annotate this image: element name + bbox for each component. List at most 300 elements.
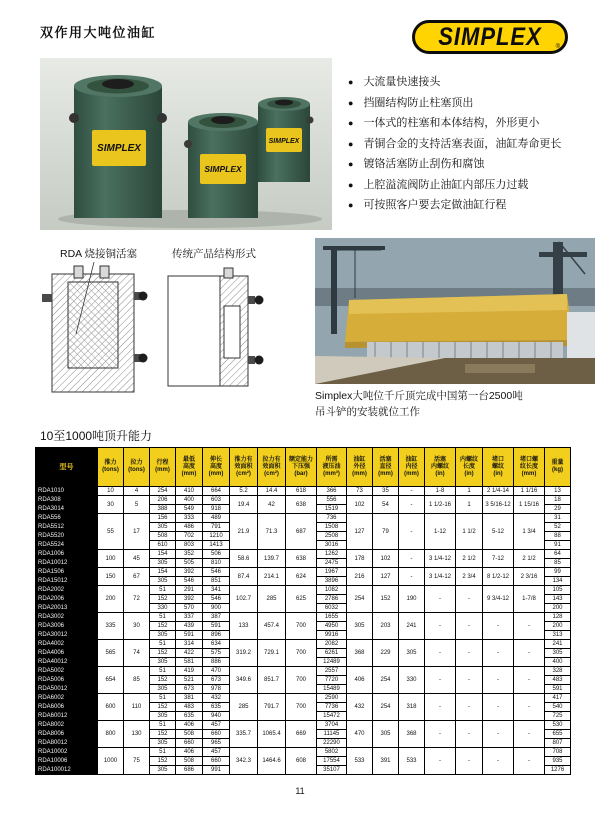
spec-cell: 254 — [347, 586, 373, 613]
spec-cell: 99 — [545, 568, 571, 577]
diagram-label-rda: RDA 烧接铜活塞 — [60, 248, 138, 260]
spec-cell: 581 — [176, 658, 203, 667]
spec-cell: 2475 — [317, 559, 347, 568]
spec-cell: 410 — [176, 487, 203, 496]
spec-cell: 1210 — [203, 532, 230, 541]
spec-cell: 305 — [399, 640, 425, 667]
spec-cell: 51 — [150, 613, 176, 622]
column-header: 拉力有 效面积 (cm²) — [258, 448, 286, 487]
spec-cell: 143 — [545, 595, 571, 604]
spec-cell: 457 — [203, 748, 230, 757]
spec-cell: 570 — [176, 604, 203, 613]
spec-cell: 342.3 — [230, 748, 258, 775]
spec-cell: 391 — [373, 748, 399, 775]
model-cell: RDA10012 — [36, 559, 98, 568]
spec-cell: 305 — [150, 631, 176, 640]
spec-cell: 392 — [176, 595, 203, 604]
spec-cell: 75 — [124, 748, 150, 775]
spec-cell: 1519 — [317, 505, 347, 514]
model-cell: RDA308 — [36, 496, 98, 505]
spec-cell: - — [399, 496, 425, 514]
spec-cell: 7720 — [317, 676, 347, 685]
spec-cell: 687 — [286, 514, 317, 550]
spec-cell: 2786 — [317, 595, 347, 604]
spec-cell: 31 — [545, 514, 571, 523]
spec-cell: 42 — [258, 496, 286, 514]
bullet-icon: ● — [348, 200, 354, 210]
spec-cell: 419 — [176, 667, 203, 676]
spec-cell: 406 — [347, 667, 373, 694]
spec-cell: 6261 — [317, 649, 347, 658]
spec-cell: 660 — [203, 730, 230, 739]
spec-cell: - — [456, 640, 483, 667]
spec-cell: 489 — [203, 514, 230, 523]
table-row — [36, 550, 571, 559]
table-row — [36, 694, 571, 703]
spec-cell: 406 — [176, 748, 203, 757]
spec-cell: 313 — [545, 631, 571, 640]
column-header: 堵口 螺纹 (in) — [483, 448, 514, 487]
feature-item — [348, 158, 600, 170]
spec-cell: 200 — [545, 604, 571, 613]
spec-cell: 8 1/2-12 — [483, 568, 514, 586]
spec-cell: 439 — [176, 622, 203, 631]
spec-cell: 110 — [124, 694, 150, 721]
spec-cell: 305 — [150, 658, 176, 667]
spec-cell: 30 — [98, 496, 124, 514]
spec-cell: - — [425, 694, 456, 721]
spec-cell: 152 — [150, 730, 176, 739]
table-row — [36, 721, 571, 730]
bullet-icon: ● — [348, 97, 354, 108]
spec-cell: 3704 — [317, 721, 347, 730]
feature-text: 一体式的柱塞和本体结构，外形更小 — [363, 117, 540, 129]
spec-cell: 591 — [203, 622, 230, 631]
spec-cell: 318 — [399, 694, 425, 721]
spec-cell: 1464.6 — [258, 748, 286, 775]
spec-cell: 35 — [373, 487, 399, 496]
spec-cell: 45 — [124, 550, 150, 568]
spec-cell: - — [425, 640, 456, 667]
spec-cell: 940 — [203, 712, 230, 721]
section-title: 10至1000吨顶升能力 — [40, 429, 153, 443]
column-header: 伸长 高度 (mm) — [203, 448, 230, 487]
spec-cell: 152 — [150, 622, 176, 631]
table-row — [36, 586, 571, 595]
spec-cell: 625 — [286, 586, 317, 613]
spec-cell: 508 — [176, 757, 203, 766]
spec-cell: 229 — [373, 640, 399, 667]
spec-cell: 533 — [347, 748, 373, 775]
column-header: 额定能力 下压强 (bar) — [286, 448, 317, 487]
spec-cell: 565 — [98, 640, 124, 667]
spec-cell: 700 — [286, 613, 317, 640]
spec-cell: - — [425, 613, 456, 640]
table-row — [36, 496, 571, 505]
spec-cell: 79 — [373, 514, 399, 550]
spec-cell: 2 1/2 — [456, 550, 483, 568]
large-cylinder — [69, 75, 167, 218]
header-row — [36, 448, 571, 487]
spec-cell: 254 — [373, 667, 399, 694]
spec-cell: 965 — [203, 739, 230, 748]
cross-section-diagram-traditional — [162, 262, 276, 407]
spec-cell: 505 — [176, 559, 203, 568]
model-cell: RDA10002 — [36, 748, 98, 757]
spec-cell: 540 — [545, 703, 571, 712]
spec-cell: 305 — [150, 685, 176, 694]
spec-cell: 3 1/4-12 — [425, 568, 456, 586]
spec-cell: 154 — [150, 568, 176, 577]
spec-cell: 918 — [203, 505, 230, 514]
spec-cell: 660 — [203, 757, 230, 766]
spec-cell: 10 — [98, 487, 124, 496]
spec-cell: 67 — [124, 568, 150, 586]
spec-cell: 3016 — [317, 541, 347, 550]
spec-cell: 128 — [545, 613, 571, 622]
spec-cell: 700 — [286, 667, 317, 694]
registered-mark-icon: ® — [555, 44, 560, 50]
spec-cell: 3 1/4-12 — [425, 550, 456, 568]
spec-cell: 5.2 — [230, 487, 258, 496]
model-cell: RDA3002 — [36, 613, 98, 622]
spec-cell: 388 — [150, 505, 176, 514]
spec-cell: - — [514, 721, 545, 748]
model-cell: RDA100012 — [36, 766, 98, 775]
spec-cell: 2590 — [317, 694, 347, 703]
spec-cell: 1413 — [203, 541, 230, 550]
spec-cell: 51 — [150, 694, 176, 703]
spec-cell: 638 — [286, 496, 317, 514]
spec-cell: - — [456, 694, 483, 721]
spec-cell: 19.4 — [230, 496, 258, 514]
spec-cell: 214.1 — [258, 568, 286, 586]
spec-cell: 152 — [373, 586, 399, 613]
model-cell: RDA50012 — [36, 685, 98, 694]
spec-cell: 291 — [176, 586, 203, 595]
spec-cell: 1 3/4 — [514, 514, 545, 550]
spec-cell: 1 1/2-16 — [425, 496, 456, 514]
column-header: 推力有 效面积 (cm²) — [230, 448, 258, 487]
spec-cell: 591 — [545, 685, 571, 694]
feature-text: 可按照客户要去定做油缸行程 — [363, 199, 507, 211]
spec-cell: 17554 — [317, 757, 347, 766]
spec-cell: 1065.4 — [258, 721, 286, 748]
spec-cell: 200 — [98, 586, 124, 613]
spec-cell: 634 — [203, 640, 230, 649]
spec-cell: 29 — [545, 505, 571, 514]
spec-cell: 13 — [545, 487, 571, 496]
spec-cell: 603 — [203, 496, 230, 505]
spec-cell: 203 — [373, 613, 399, 640]
spec-cell: 133 — [230, 613, 258, 640]
spec-cell: 381 — [176, 694, 203, 703]
spec-cell: 51 — [150, 748, 176, 757]
spec-cell: 530 — [545, 721, 571, 730]
spec-cell: 14.4 — [258, 487, 286, 496]
spec-cell: 1655 — [317, 613, 347, 622]
model-cell: RDA1506 — [36, 568, 98, 577]
spec-cell: - — [456, 748, 483, 775]
spec-cell: 2 3/4 — [456, 568, 483, 586]
column-header: 油缸 外径 (mm) — [347, 448, 373, 487]
spec-cell: 241 — [545, 640, 571, 649]
feature-item — [348, 138, 600, 150]
spec-cell: 314 — [176, 640, 203, 649]
spec-cell: 991 — [203, 766, 230, 775]
spec-cell: 807 — [545, 739, 571, 748]
spec-cell: 17 — [124, 514, 150, 550]
photo-caption-line2: 吊斗铲的安装就位工作 — [315, 406, 420, 418]
spec-cell: 392 — [176, 568, 203, 577]
model-cell: RDA8002 — [36, 721, 98, 730]
bullet-icon: ● — [348, 159, 354, 169]
spec-cell: 190 — [399, 586, 425, 613]
spec-cell: 305 — [373, 721, 399, 748]
model-column-header: 型号 — [36, 448, 98, 487]
spec-cell: 1 — [456, 487, 483, 496]
spec-cell: 1508 — [317, 523, 347, 532]
spec-cell: 700 — [286, 694, 317, 721]
page-title: 双作用大吨位油缸 — [40, 25, 157, 40]
spec-cell: 254 — [150, 487, 176, 496]
spec-cell: 154 — [150, 550, 176, 559]
feature-item — [348, 179, 600, 191]
spec-cell: 366 — [317, 487, 347, 496]
table-row — [36, 514, 571, 523]
column-header: 拉力 (tons) — [124, 448, 150, 487]
spec-cell: 521 — [176, 676, 203, 685]
spec-cell: - — [456, 613, 483, 640]
spec-cell: 152 — [150, 595, 176, 604]
spec-cell: 206 — [150, 496, 176, 505]
spec-cell: 851 — [203, 577, 230, 586]
spec-cell: - — [483, 640, 514, 667]
medium-cylinder — [184, 113, 258, 218]
spec-cell: 51 — [150, 640, 176, 649]
bullet-icon: ● — [348, 138, 354, 149]
spec-cell: 72 — [124, 586, 150, 613]
spec-cell: 791.7 — [258, 694, 286, 721]
spec-cell: 21.9 — [230, 514, 258, 550]
spec-cell: 610 — [150, 541, 176, 550]
spec-cell: - — [514, 640, 545, 667]
spec-cell: 134 — [545, 577, 571, 586]
spec-cell: - — [456, 586, 483, 613]
spec-cell: 736 — [317, 514, 347, 523]
spec-cell: - — [514, 667, 545, 694]
spec-cell: 85 — [545, 559, 571, 568]
spec-cell: 422 — [176, 649, 203, 658]
feature-text: 上腔溢流阀防止油缸内部压力过载 — [363, 178, 529, 191]
model-cell: RDA5520 — [36, 532, 98, 541]
spec-cell: 9916 — [317, 631, 347, 640]
spec-cell: 725 — [545, 712, 571, 721]
spec-cell: 18 — [545, 496, 571, 505]
spec-cell: 5-12 — [483, 514, 514, 550]
spec-cell: 3896 — [317, 577, 347, 586]
feature-item — [348, 117, 600, 129]
spec-cell: 896 — [203, 631, 230, 640]
model-cell: RDA3006 — [36, 622, 98, 631]
spec-cell: 702 — [176, 532, 203, 541]
spec-cell: 2557 — [317, 667, 347, 676]
photo-caption-line1: Simplex大吨位千斤顶完成中国第一台2500吨 — [315, 390, 523, 402]
spec-cell: 22290 — [317, 739, 347, 748]
spec-cell: 1-8 — [425, 487, 456, 496]
spec-cell: 71.3 — [258, 514, 286, 550]
spec-cell: 319.2 — [230, 640, 258, 667]
spec-cell: 9 3/4-12 — [483, 586, 514, 613]
spec-cell: - — [514, 613, 545, 640]
spec-cell: 285 — [258, 586, 286, 613]
spec-cell: 508 — [176, 730, 203, 739]
spec-cell: 483 — [176, 703, 203, 712]
model-cell: RDA30012 — [36, 631, 98, 640]
model-cell: RDA2002 — [36, 586, 98, 595]
spec-cell: 2082 — [317, 640, 347, 649]
model-cell: RDA5524 — [36, 541, 98, 550]
spec-cell: 1262 — [317, 550, 347, 559]
spec-cell: 2508 — [317, 532, 347, 541]
feature-list — [348, 76, 600, 220]
spec-cell: 1-12 — [425, 514, 456, 550]
spec-cell: 12489 — [317, 658, 347, 667]
spec-cell: - — [483, 694, 514, 721]
spec-cell: 1 1/2 — [456, 514, 483, 550]
spec-cell: 341 — [203, 586, 230, 595]
spec-cell: 400 — [176, 496, 203, 505]
spec-cell: 506 — [203, 550, 230, 559]
spec-cell: 978 — [203, 685, 230, 694]
spec-cell: 486 — [176, 523, 203, 532]
spec-cell: 127 — [347, 514, 373, 550]
construction-photo — [315, 238, 595, 384]
spec-cell: 791 — [203, 523, 230, 532]
spec-cell: 254 — [373, 694, 399, 721]
spec-cell: 1276 — [545, 766, 571, 775]
column-header: 所需 液压油 (mm³) — [317, 448, 347, 487]
feature-text: 镀铬活塞防止刮伤和腐蚀 — [363, 158, 485, 170]
spec-cell: 1000 — [98, 748, 124, 775]
spec-cell: 100 — [98, 550, 124, 568]
feature-item — [348, 97, 600, 109]
model-cell: RDA3014 — [36, 505, 98, 514]
spec-cell: 1-7/8 — [514, 586, 545, 613]
spec-cell: 5 — [124, 496, 150, 514]
spec-cell: 546 — [203, 568, 230, 577]
spec-cell: 935 — [545, 757, 571, 766]
spec-cell: 15489 — [317, 685, 347, 694]
spec-cell: 152 — [150, 703, 176, 712]
model-cell: RDA5006 — [36, 676, 98, 685]
spec-cell: 305 — [150, 712, 176, 721]
spec-cell: - — [399, 487, 425, 496]
spec-cell: - — [456, 721, 483, 748]
spec-cell: 900 — [203, 604, 230, 613]
bullet-icon: ● — [348, 77, 354, 87]
spec-cell: 51 — [150, 586, 176, 595]
spec-cell: 152 — [150, 757, 176, 766]
spec-cell: - — [483, 667, 514, 694]
spec-cell: 330 — [150, 604, 176, 613]
spec-cell: 1967 — [317, 568, 347, 577]
spec-cell: 1082 — [317, 586, 347, 595]
spec-cell: 305 — [150, 766, 176, 775]
spec-cell: 508 — [150, 532, 176, 541]
spec-cell: 483 — [545, 676, 571, 685]
spec-cell: 457.4 — [258, 613, 286, 640]
spec-cell: 102 — [373, 550, 399, 568]
spec-cell: - — [456, 667, 483, 694]
spec-cell: 58.6 — [230, 550, 258, 568]
spec-cell: 200 — [545, 622, 571, 631]
spec-cell: 328 — [545, 667, 571, 676]
spec-cell: 152 — [150, 676, 176, 685]
bullet-icon: ● — [348, 118, 354, 128]
spec-cell: - — [514, 694, 545, 721]
small-cylinder — [258, 97, 314, 182]
spec-cell: 4950 — [317, 622, 347, 631]
cross-section-diagram-rda — [42, 262, 148, 407]
spec-cell: 52 — [545, 523, 571, 532]
spec-cell: 105 — [545, 586, 571, 595]
spec-cell: 335 — [98, 613, 124, 640]
spec-cell: 432 — [347, 694, 373, 721]
spec-cell: 1 1/16 — [514, 487, 545, 496]
spec-cell: 368 — [347, 640, 373, 667]
spec-cell: 15472 — [317, 712, 347, 721]
spec-cell: 4 — [124, 487, 150, 496]
spec-cell: 655 — [545, 730, 571, 739]
spec-cell: 549 — [176, 505, 203, 514]
model-cell: RDA6002 — [36, 694, 98, 703]
spec-cell: 432 — [203, 694, 230, 703]
column-header: 活塞 直径 (mm) — [373, 448, 399, 487]
spec-cell: - — [399, 514, 425, 550]
spec-cell: 241 — [399, 613, 425, 640]
spec-cell: 335.7 — [230, 721, 258, 748]
spec-cell: 700 — [286, 640, 317, 667]
spec-cell: 886 — [203, 658, 230, 667]
column-header: 活塞 内螺纹 (in) — [425, 448, 456, 487]
spec-cell: 87.4 — [230, 568, 258, 586]
spec-cell: 88 — [545, 532, 571, 541]
spec-cell: 1 15/16 — [514, 496, 545, 514]
simplex-logo — [412, 20, 568, 54]
table-row — [36, 748, 571, 757]
spec-cell: 152 — [150, 649, 176, 658]
logo-text: SIMPLEX — [438, 22, 542, 51]
page-number: 11 — [295, 786, 305, 796]
svg-text:SIMPLEX: SIMPLEX — [268, 138, 300, 145]
spec-cell: 686 — [176, 766, 203, 775]
spec-cell: 533 — [399, 748, 425, 775]
spec-cell: 330 — [399, 667, 425, 694]
spec-cell: 139.7 — [258, 550, 286, 568]
spec-cell: 851.7 — [258, 667, 286, 694]
spec-cell: 305 — [150, 739, 176, 748]
spec-cell: - — [483, 721, 514, 748]
spec-cell: 654 — [98, 667, 124, 694]
feature-text: 挡圈结构防止柱塞顶出 — [363, 96, 474, 109]
spec-cell: 600 — [98, 694, 124, 721]
spec-cell: 556 — [317, 496, 347, 505]
spec-cell: 305 — [150, 577, 176, 586]
spec-cell: 638 — [286, 550, 317, 568]
spec-cell: - — [483, 613, 514, 640]
spec-cell: 1 — [456, 496, 483, 514]
